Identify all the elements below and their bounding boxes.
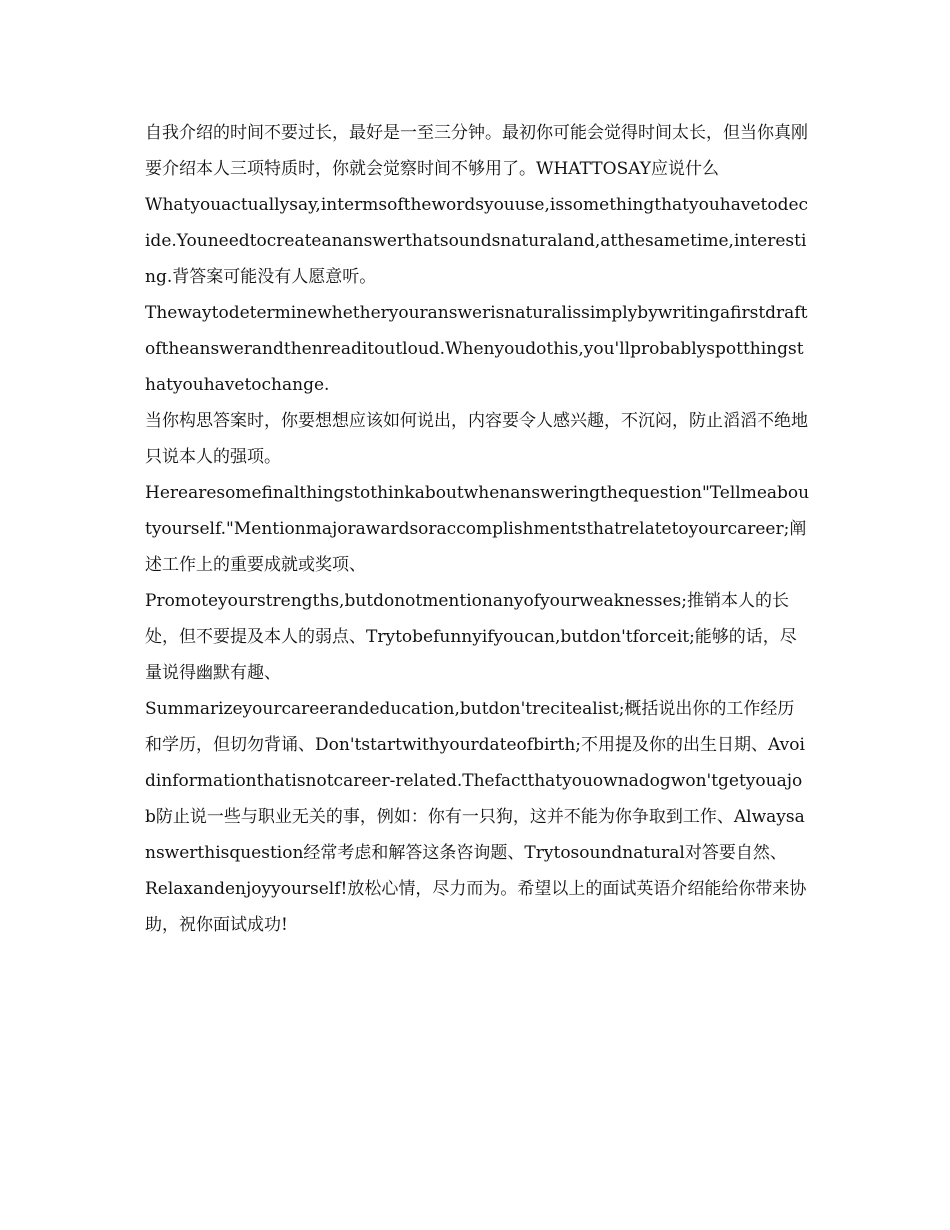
paragraph-construct-answer: 当你构思答案时，你要想想应该如何说出，内容要令人感兴趣，不沉闷，防止滔滔不绝地只说本人的强项。 bbox=[145, 411, 808, 467]
paragraph-intro-duration: 自我介绍的时间不要过长，最好是一至三分钟。最初你可能会觉得时间太长，但当你真刚要介绍本人三项特质时，你就会觉察时间不够用了。WHATTOSAY应说什么 bbox=[145, 123, 808, 179]
paragraph-final-things: Herearesomefinalthingstothinkaboutwhenansweringthequestion"Tellmeaboutyourself."Mentionmajorawardsoraccomplishmentsthatrelatetoyourcareer;阐述工作上的重要成就或奖项、 bbox=[145, 483, 810, 575]
paragraph-first-draft: Thewaytodeterminewhetheryouranswerisnaturalissimplybywritingafirstdraftoftheanswerandthenreaditoutloud.Whenyoudothis,you'llprobablyspotthingsthatyouhavetochange. bbox=[145, 303, 808, 395]
document-body bbox=[145, 115, 810, 943]
paragraph-strengths: Promoteyourstrengths,butdonotmentionanyofyourweaknesses;推销本人的长处，但不要提及本人的弱点、Trytobefunnyifyoucan,butdon'tforceit;能够的话，尽量说得幽默有趣、 bbox=[145, 591, 797, 683]
paragraph-relax: Relaxandenjoyyourself!放松心情，尽力而为。希望以上的面试英语介绍能给你带来协助，祝你面试成功! bbox=[145, 879, 807, 935]
paragraph-summarize-career: Summarizeyourcareerandeducation,butdon'trecitealist;概括说出你的工作经历和学历，但切勿背诵、Don'tstartwithyourdateofbirth;不用提及你的出生日期、Avoidinformationthatisnotcareer-related.Thefactthatyouownadogwon'tgetyouajob防止说一些与职业无关的事，例如：你有一只狗，这并不能为你争取到工作、Alwaysanswerthisquestion经常考虑和解答这条咨询题、Trytosoundnatural对答要自然、 bbox=[145, 699, 805, 863]
paragraph-what-you-say: Whatyouactuallysay,intermsofthewordsyouuse,issomethingthatyouhavetodecide.Youneedtocreateananswerthatsoundsnaturaland,atthesametime,interesting.背答案可能没有人愿意听。 bbox=[145, 195, 809, 287]
